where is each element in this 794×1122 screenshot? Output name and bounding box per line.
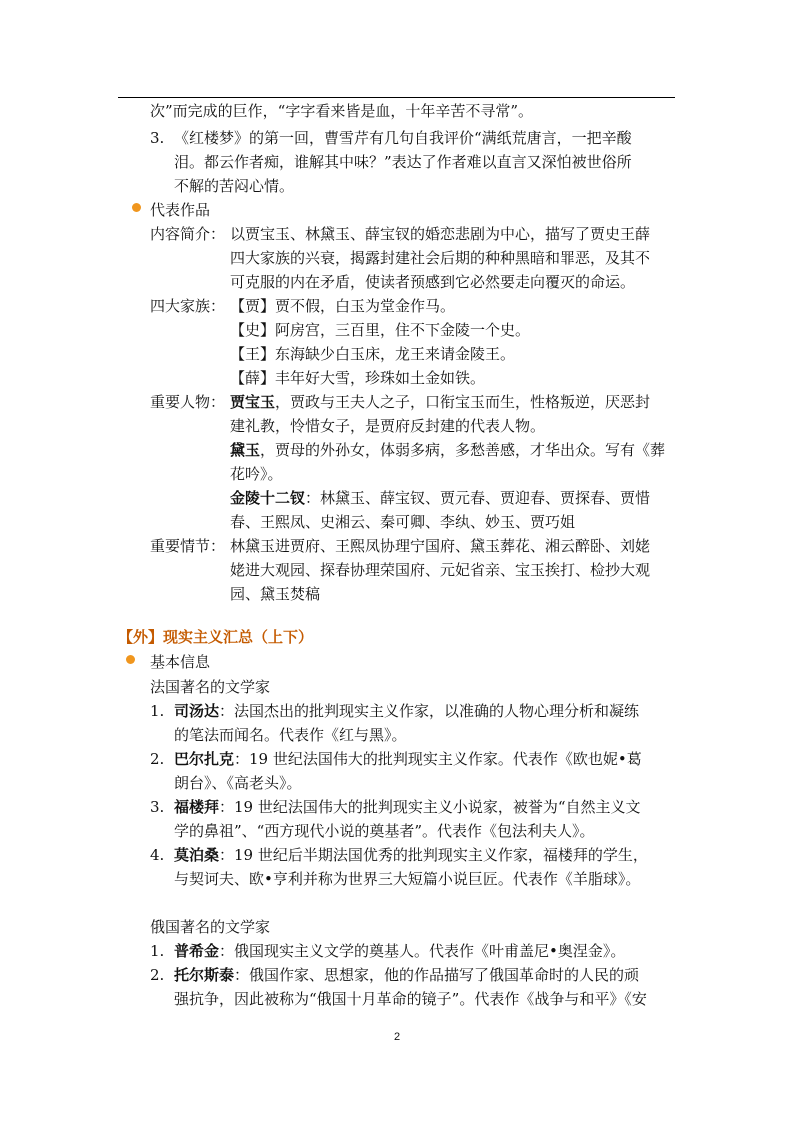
- author-desc: 学的鼻祖”、“西方现代小说的奠基者”。代表作《包法利夫人》。: [174, 822, 595, 840]
- character-entry: [230, 486, 650, 510]
- author-desc: ：19 世纪法国伟大的批判现实主义小说家，被誉为“自然主义文: [219, 798, 641, 816]
- list-item-text: 泪。都云作者痴，谁解其中味？”表达了作者难以直言又深怕被世俗所: [174, 153, 632, 171]
- page-number: 2: [394, 1031, 401, 1043]
- list-item-text: 不解的苦闷心情。: [174, 177, 295, 195]
- family-line: 【史】阿房宫，三百里，住不下金陵一个史。: [230, 321, 531, 339]
- author-desc: ：法国杰出的批判现实主义作家，以准确的人物心理分析和凝练: [219, 702, 640, 720]
- list-number: 1.: [150, 942, 165, 960]
- section-heading: 代表作品: [150, 201, 211, 219]
- continuation-text: 次”而完成的巨作，“字字看来皆是血，十年辛苦不寻常”。: [150, 102, 534, 120]
- author-name: 托尔斯泰: [174, 966, 235, 984]
- author-entry: [174, 747, 642, 771]
- field-label: 重要情节：: [150, 537, 226, 555]
- character-name: 贾宝玉: [230, 393, 276, 411]
- author-name: 司汤达: [174, 702, 220, 720]
- list-number: 3.: [150, 798, 165, 816]
- list-number: 2.: [150, 966, 165, 984]
- field-label: 四大家族：: [150, 297, 226, 315]
- list-number: 3.: [150, 129, 165, 147]
- author-name: 巴尔扎克: [174, 750, 235, 768]
- paragraph-line: 可克服的内在矛盾，使读者预感到它必然要走向覆灭的命运。: [230, 273, 636, 291]
- list-number: 1.: [150, 702, 165, 720]
- list-number: 4.: [150, 846, 165, 864]
- author-desc: ：19 世纪后半期法国优秀的批判现实主义作家，福楼拜的学生，: [219, 846, 648, 864]
- author-name: 莫泊桑: [174, 846, 220, 864]
- author-desc: 的笔法而闻名。代表作《红与黑》。: [174, 726, 407, 744]
- author-entry: [174, 795, 641, 819]
- character-name: 黛玉: [230, 441, 261, 459]
- paragraph-line: 以贾宝玉、林黛玉、薛宝钗的婚恋悲剧为中心，描写了贾史王薛: [230, 225, 651, 243]
- header-rule: [118, 97, 675, 98]
- character-desc: 花吟》。: [230, 465, 283, 483]
- group-heading: 俄国著名的文学家: [150, 918, 271, 936]
- family-line: 【贾】贾不假，白玉为堂金作马。: [230, 297, 456, 315]
- author-entry: [174, 963, 639, 987]
- author-desc: ：俄国现实主义文学的奠基人。代表作《叶甫盖尼•奥涅金》。: [219, 942, 626, 960]
- list-item-text: 《红楼梦》的第一回，曹雪芹有几句自我评价“满纸荒唐言，一把辛酸: [174, 129, 632, 147]
- section-title: 【外】现实主义汇总（上下）: [118, 628, 314, 646]
- author-desc: ：19 世纪法国伟大的批判现实主义作家。代表作《欧也妮•葛: [234, 750, 642, 768]
- plot-line: 园、黛玉焚稿: [230, 585, 321, 603]
- character-entry: [230, 390, 650, 414]
- plot-line: 姥进大观园、探春协理荣国府、元妃省亲、宝玉挨打、检抄大观: [230, 561, 651, 579]
- group-heading: 法国著名的文学家: [150, 678, 271, 696]
- family-line: 【薛】丰年好大雪，珍珠如土金如铁。: [230, 369, 486, 387]
- character-desc: ，贾政与王夫人之子，口衔宝玉而生，性格叛逆，厌恶封: [275, 393, 651, 411]
- character-desc: 建礼教，怜惜女子，是贾府反封建的代表人物。: [230, 417, 546, 435]
- subsection-heading: 基本信息: [150, 653, 211, 671]
- bullet-icon: [132, 203, 141, 212]
- list-number: 2.: [150, 750, 165, 768]
- family-line: 【王】东海缺少白玉床，龙王来请金陵王。: [230, 345, 516, 363]
- plot-line: 林黛玉进贾府、王熙凤协理宁国府、黛玉葬花、湘云醉卧、刘姥: [230, 537, 651, 555]
- character-desc: ：林黛玉、薛宝钗、贾元春、贾迎春、贾探春、贾惜: [305, 489, 651, 507]
- field-label: 重要人物：: [150, 393, 226, 411]
- character-desc: ，贾母的外孙女，体弱多病，多愁善感，才华出众。写有《葬: [260, 441, 666, 459]
- author-name: 普希金: [174, 942, 220, 960]
- author-desc: 朗台》、《高老头》。: [174, 774, 302, 792]
- bullet-icon: [126, 655, 135, 664]
- character-entry: [230, 438, 665, 462]
- author-entry: [174, 843, 648, 867]
- character-desc: 春、王熙凤、史湘云、秦可卿、李纨、妙玉、贾巧姐: [230, 513, 576, 531]
- field-label: 内容简介：: [150, 225, 226, 243]
- author-desc: 强抗争，因此被称为“俄国十月革命的镜子”。代表作《战争与和平》《安: [174, 990, 647, 1008]
- author-entry: [174, 699, 639, 723]
- author-desc: 与契诃夫、欧•亨利并称为世界三大短篇小说巨匠。代表作《羊脂球》。: [174, 870, 641, 888]
- paragraph-line: 四大家族的兴衰，揭露封建社会后期的种种黑暗和罪恶，及其不: [230, 249, 651, 267]
- author-entry: [174, 939, 625, 963]
- author-desc: ：俄国作家、思想家，他的作品描写了俄国革命时的人民的顽: [234, 966, 640, 984]
- character-name: 金陵十二钗: [230, 489, 306, 507]
- author-name: 福楼拜: [174, 798, 220, 816]
